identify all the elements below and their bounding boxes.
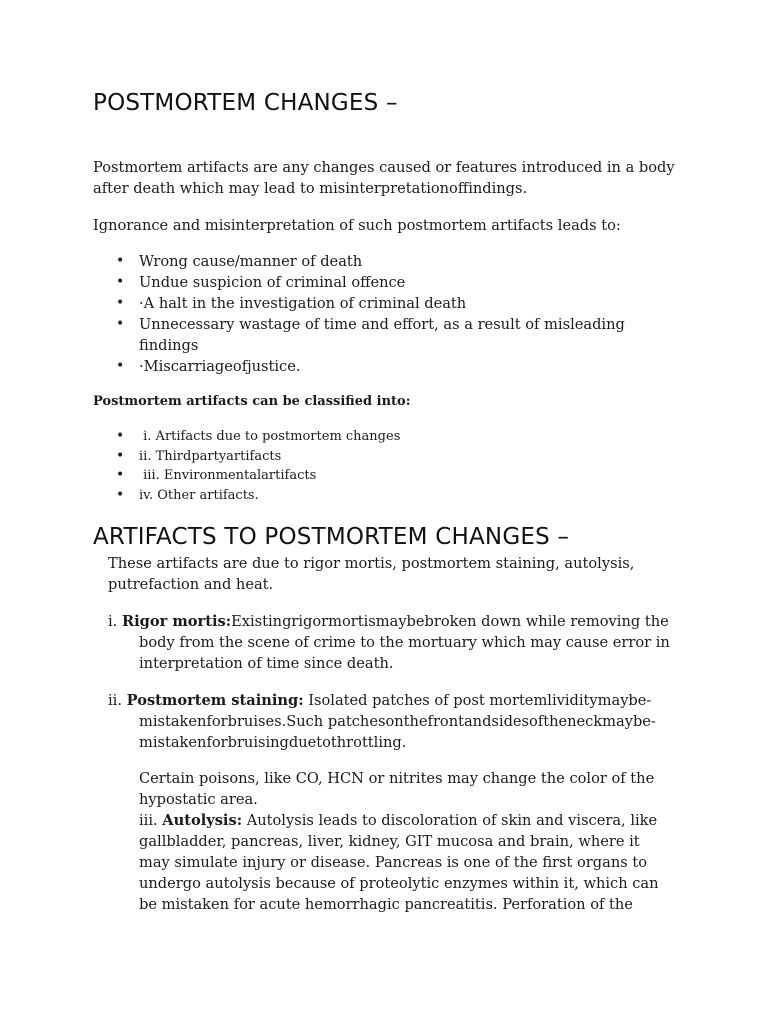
staining-label: Postmortem staining: <box>126 692 304 709</box>
rigor-label: Rigor mortis: <box>121 613 232 630</box>
classified-heading: Postmortem artifacts can be classified into: <box>93 394 411 409</box>
bullet-icon: • <box>116 253 125 269</box>
list-item: • Wrong cause/manner of death <box>116 253 363 270</box>
bullet-icon: • <box>116 447 125 464</box>
list-item: • ii. Thirdpartyartifacts <box>93 447 683 467</box>
list-item: Certain poisons, like CO, HCN or nitrites may change the color of the hypostatic area. <box>139 770 655 808</box>
bullet-icon: • <box>116 467 125 483</box>
consequences-list <box>93 251 683 377</box>
list-item: • iii. Environmentalartifacts <box>93 466 683 486</box>
list-item: • ·A halt in the investigation of criminal death <box>116 295 467 312</box>
list-item: iii. Autolysis: Autolysis leads to discoloration of skin and viscera, like gallbladder, pancreas, liver, kidney, GIT mucosa and brain, where it may simulate injury or disease. Pancreas is one of the first organs to undergo autolysis because of proteolytic enzymes within it, which can be mistaken for acute hemorrhagic pancreatitis. Perforation of the <box>139 812 659 913</box>
list-item: • Undue suspicion of criminal offence <box>116 274 406 291</box>
ignorance-paragraph: Ignorance and misinterpretation of such postmortem artifacts leads to: <box>93 217 621 234</box>
page-title: POSTMORTEM CHANGES – <box>93 90 398 116</box>
bullet-icon: • <box>116 316 125 332</box>
intro-paragraph: Postmortem artifacts are any changes caused or features introduced in a body after death which may lead to misinterpretationoffindings. <box>93 159 675 197</box>
list-item: • i. Artifacts due to postmortem changes <box>93 427 683 447</box>
section-intro: These artifacts are due to rigor mortis, postmortem staining, autolysis, putrefaction and heat. <box>108 555 635 593</box>
section-title: ARTIFACTS TO POSTMORTEM CHANGES – <box>93 524 570 550</box>
list-item: • iv. Other artifacts. <box>93 486 683 506</box>
sub-list <box>115 768 675 915</box>
bullet-icon: • <box>116 358 125 374</box>
list-item: • Unnecessary wastage of time and effort, as a result of misleading findings <box>116 316 625 354</box>
staining-paragraph: ii. Postmortem staining: Isolated patches of post mortemlividitymaybe-mistakenforbruises.Such patchesonthefrontandsidesoftheneckmaybe-mistakenforbruisingduetothrottling. <box>108 692 656 751</box>
autolysis-label: Autolysis: <box>162 812 243 829</box>
bullet-icon: • <box>116 274 125 290</box>
classes-list <box>93 427 683 505</box>
bullet-icon: • <box>116 428 125 444</box>
rigor-mortis-paragraph: i. Rigor mortis:Existingrigormortismaybebroken down while removing the body from the scene of crime to the mortuary which may cause error in interpretation of time since death. <box>108 613 670 672</box>
bullet-icon: • <box>116 295 125 311</box>
bullet-icon: • <box>116 486 125 503</box>
list-item: • ·Miscarriageofjustice. <box>116 358 301 375</box>
